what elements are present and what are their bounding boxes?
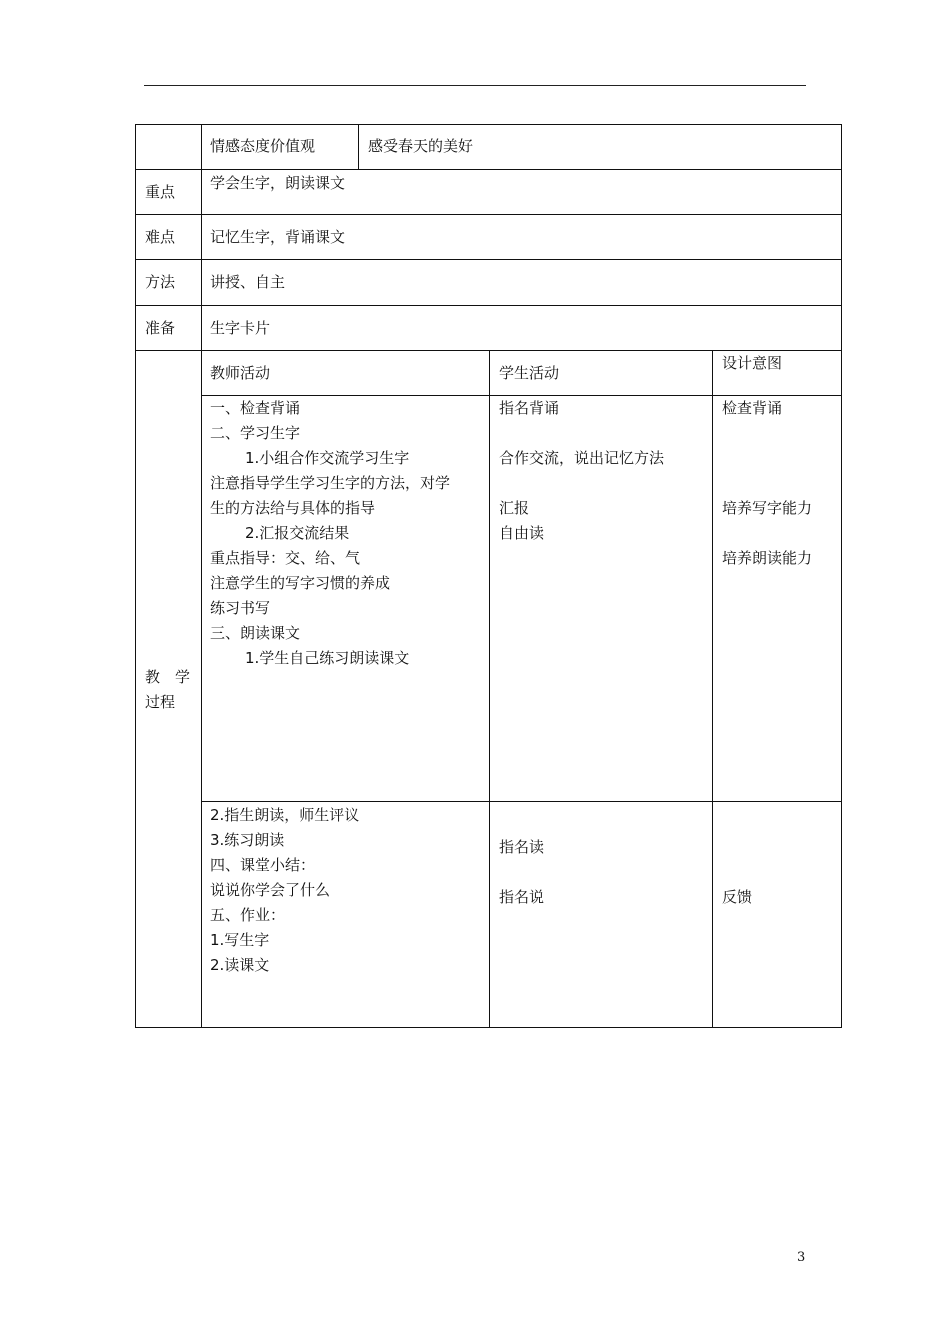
b2-teacher-line: 五、作业：	[210, 906, 286, 924]
b2-teacher-line: 四、课堂小结：	[210, 856, 316, 874]
b2-teacher-line: 2.指生朗读，师生评议	[210, 806, 360, 824]
header-teacher: 教师活动	[210, 364, 271, 382]
b2-teacher-line: 1.写生字	[210, 931, 270, 949]
b1-teacher-line: 一、检查背诵	[210, 399, 301, 417]
row-value-key-points: 学会生字，朗读课文	[210, 174, 346, 192]
process-label-line1: 教 学	[145, 668, 191, 686]
row-label-preparation: 准备	[145, 319, 176, 337]
b2-teacher-line: 3.练习朗读	[210, 831, 285, 849]
b2-intent-line: 反馈	[722, 888, 753, 906]
b1-teacher-line: 注意指导学生学习生字的方法，对学	[210, 474, 451, 492]
b1-intent-line: 培养朗读能力	[722, 549, 813, 567]
b2-student-line: 指名说	[499, 888, 545, 906]
process-label-line2: 过程	[145, 693, 176, 711]
b1-student-line: 自由读	[499, 524, 545, 542]
b2-student-line: 指名读	[499, 838, 545, 856]
b1-teacher-line: 1.小组合作交流学习生字	[245, 449, 410, 467]
b1-teacher-line: 1.学生自己练习朗读课文	[245, 649, 410, 667]
b1-intent-line: 培养写字能力	[722, 499, 813, 517]
row-label-key-points: 重点	[145, 183, 176, 201]
b1-student-line: 合作交流，说出记忆方法	[499, 449, 665, 467]
b1-teacher-line: 二、学习生字	[210, 424, 301, 442]
values-label: 情感态度价值观	[210, 137, 316, 155]
page-number: 3	[797, 1250, 806, 1265]
b1-teacher-line: 三、朗读课文	[210, 624, 301, 642]
row-label-difficulties: 难点	[145, 228, 176, 246]
b2-teacher-line: 说说你学会了什么	[210, 881, 331, 899]
header-rule	[144, 85, 806, 86]
b2-teacher-line: 2.读课文	[210, 956, 270, 974]
row-value-difficulties: 记忆生字，背诵课文	[210, 228, 346, 246]
header-intent: 设计意图	[722, 354, 783, 372]
header-student: 学生活动	[499, 364, 560, 382]
values-value: 感受春天的美好	[368, 137, 474, 155]
b1-teacher-line: 注意学生的写字习惯的养成	[210, 574, 391, 592]
row-label-method: 方法	[145, 273, 176, 291]
b1-teacher-line: 2.汇报交流结果	[245, 524, 350, 542]
b1-student-line: 汇报	[499, 499, 530, 517]
b1-student-line: 指名背诵	[499, 399, 560, 417]
b1-teacher-line: 生的方法给与具体的指导	[210, 499, 376, 517]
b1-teacher-line: 练习书写	[210, 599, 271, 617]
row-value-preparation: 生字卡片	[210, 319, 271, 337]
b1-teacher-line: 重点指导：交、给、气	[210, 549, 361, 567]
row-value-method: 讲授、自主	[210, 273, 286, 291]
b1-intent-line: 检查背诵	[722, 399, 783, 417]
